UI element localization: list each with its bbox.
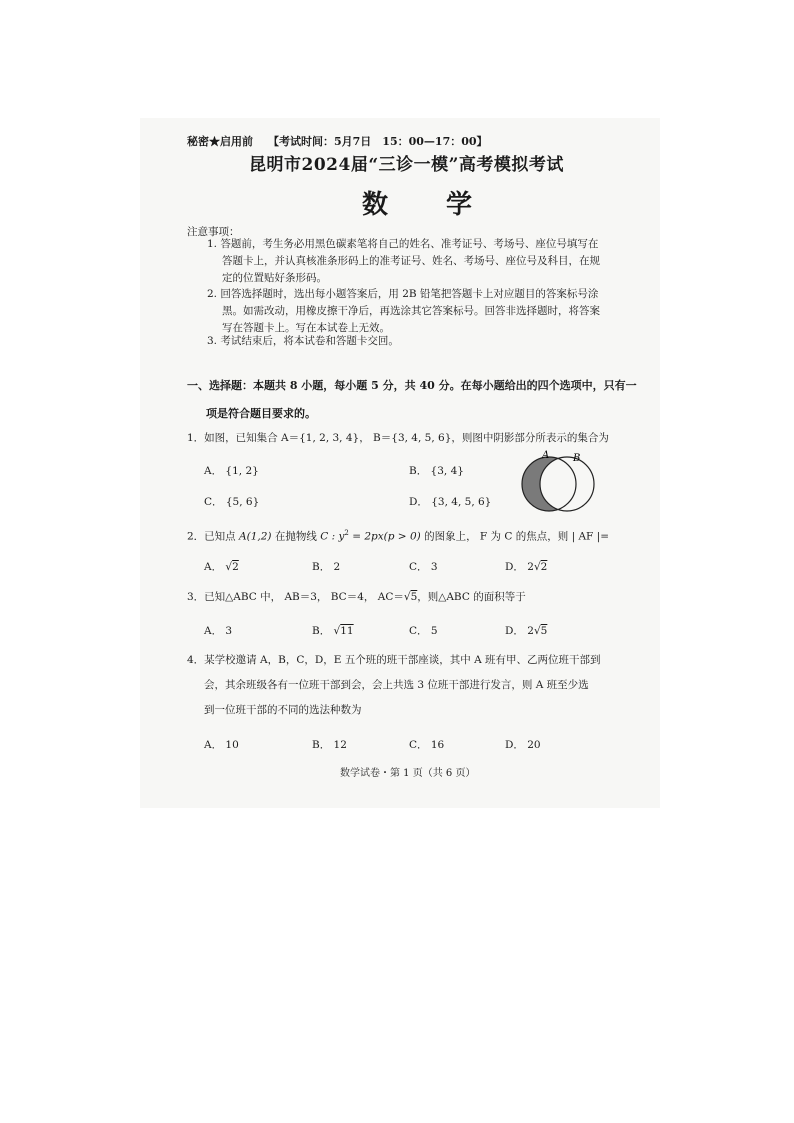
- radicand: 2: [540, 561, 548, 573]
- notice-heading: 注意事项：: [187, 226, 240, 238]
- notice-item-1: [207, 236, 600, 287]
- radicand: 5: [540, 625, 548, 637]
- set-a-label: A: [542, 450, 550, 461]
- question-2-stem: [187, 525, 609, 546]
- notice-line: 1. 答题前，考生务必用黑色碳素笔将自己的姓名、准考证号、考场号、座位号填写在: [207, 238, 599, 250]
- q2-option-a: A． √2: [204, 561, 239, 573]
- q4-line: 到一位班干部的不同的选法种数为: [204, 704, 362, 716]
- question-4-stem: [187, 652, 601, 719]
- section-heading: 一、选择题：本题共 8 小题，每小题 5 分，共 40 分。在每小题给出的四个选项中，只有一: [187, 379, 637, 392]
- q3-option-d: D． 2√5: [505, 625, 548, 637]
- q4-option-d: D． 20: [505, 739, 541, 751]
- confidential-label: 秘密★启用前: [187, 135, 253, 148]
- q3-pre: 3．已知△ABC 中， AB＝3， BC＝4， AC＝: [187, 591, 404, 603]
- radicand: 11: [340, 625, 354, 637]
- radicand: 2: [232, 561, 239, 573]
- option-label: B．: [312, 625, 331, 637]
- q2-point: A(1,2): [239, 530, 272, 543]
- option-label: A．: [204, 561, 223, 573]
- q1-option-a: A． {1, 2}: [204, 465, 259, 477]
- subject-title: 数 学: [362, 190, 489, 220]
- q1-option-b: B． {3, 4}: [409, 465, 464, 477]
- q2-option-c: C． 3: [409, 561, 438, 573]
- q4-line: 会，其余班级各有一位班干部到会，会上共选 3 位班干部进行发言，则 A 班至少选: [204, 679, 589, 691]
- notice-item-3: [207, 333, 399, 350]
- notice-line: 写在答题卡上。写在本试卷上无效。: [222, 322, 390, 334]
- q3-post: ，则△ABC 的面积等于: [417, 591, 526, 603]
- page-footer: 数学试卷・第 1 页（共 6 页）: [340, 768, 476, 779]
- q2-option-d: D． 2√2: [505, 561, 548, 573]
- q2-exponent: 2: [344, 529, 349, 537]
- q4-option-a: A． 10: [204, 739, 239, 751]
- notice-line: 2. 回答选择题时，选出每小题答案后，用 2B 铅笔把答题卡上对应题目的答案标号涂: [207, 288, 599, 300]
- q2-option-b: B． 2: [312, 561, 341, 573]
- notice-line: 答题卡上，并认真核准条形码上的准考证号、姓名、考场号、座位号及科目，在规: [222, 255, 600, 267]
- q3-option-b: B． √11: [312, 625, 354, 637]
- q4-option-c: C． 16: [409, 739, 445, 751]
- option-label: D． 2: [505, 561, 534, 573]
- option-label: D． 2: [505, 625, 534, 637]
- q3-option-a: A． 3: [204, 625, 233, 637]
- q2-mid: 在抛物线: [271, 530, 321, 543]
- set-b-label: B: [573, 453, 581, 464]
- exam-title: 昆明市2024届“三诊一模”高考模拟考试: [249, 155, 564, 175]
- q1-option-c: C． {5, 6}: [204, 496, 260, 508]
- q4-line: 4．某学校邀请 A，B，C，D，E 五个班的班干部座谈，其中 A 班有甲、乙两位班干部到: [187, 654, 601, 666]
- q4-option-b: B． 12: [312, 739, 347, 751]
- q2-post: 的图象上， F 为 C 的焦点，则 | AF |=: [420, 530, 609, 543]
- q2-curve: C : y: [320, 530, 345, 543]
- q1-option-d: D． {3, 4, 5, 6}: [409, 496, 492, 508]
- q2-pre: 2．已知点: [187, 530, 240, 543]
- notice-line: 3. 考试结束后，将本试卷和答题卡交回。: [207, 335, 399, 347]
- section-heading-cont: 项是符合题目要求的。: [206, 407, 316, 420]
- radicand: 5: [410, 591, 418, 603]
- q2-equation: = 2px(p > 0): [348, 530, 421, 543]
- question-1-stem: 1．如图，已知集合 A＝{1, 2, 3, 4}， B＝{3, 4, 5, 6}，则图中阴影部分所表示的集合为: [187, 432, 609, 444]
- question-3-stem: 3．已知△ABC 中， AB＝3， BC＝4， AC＝√5，则△ABC 的面积等于: [187, 591, 526, 603]
- exam-time: 【考试时间：5月7日 15：00—17：00】: [268, 135, 488, 148]
- notice-line: 黑。如需改动，用橡皮擦干净后，再选涂其它答案标号。回答非选择题时，将答案: [222, 305, 600, 317]
- q3-option-c: C． 5: [409, 625, 438, 637]
- notice-line: 定的位置贴好条形码。: [222, 272, 327, 284]
- notice-item-2: [207, 286, 600, 337]
- venn-diagram: [516, 448, 602, 516]
